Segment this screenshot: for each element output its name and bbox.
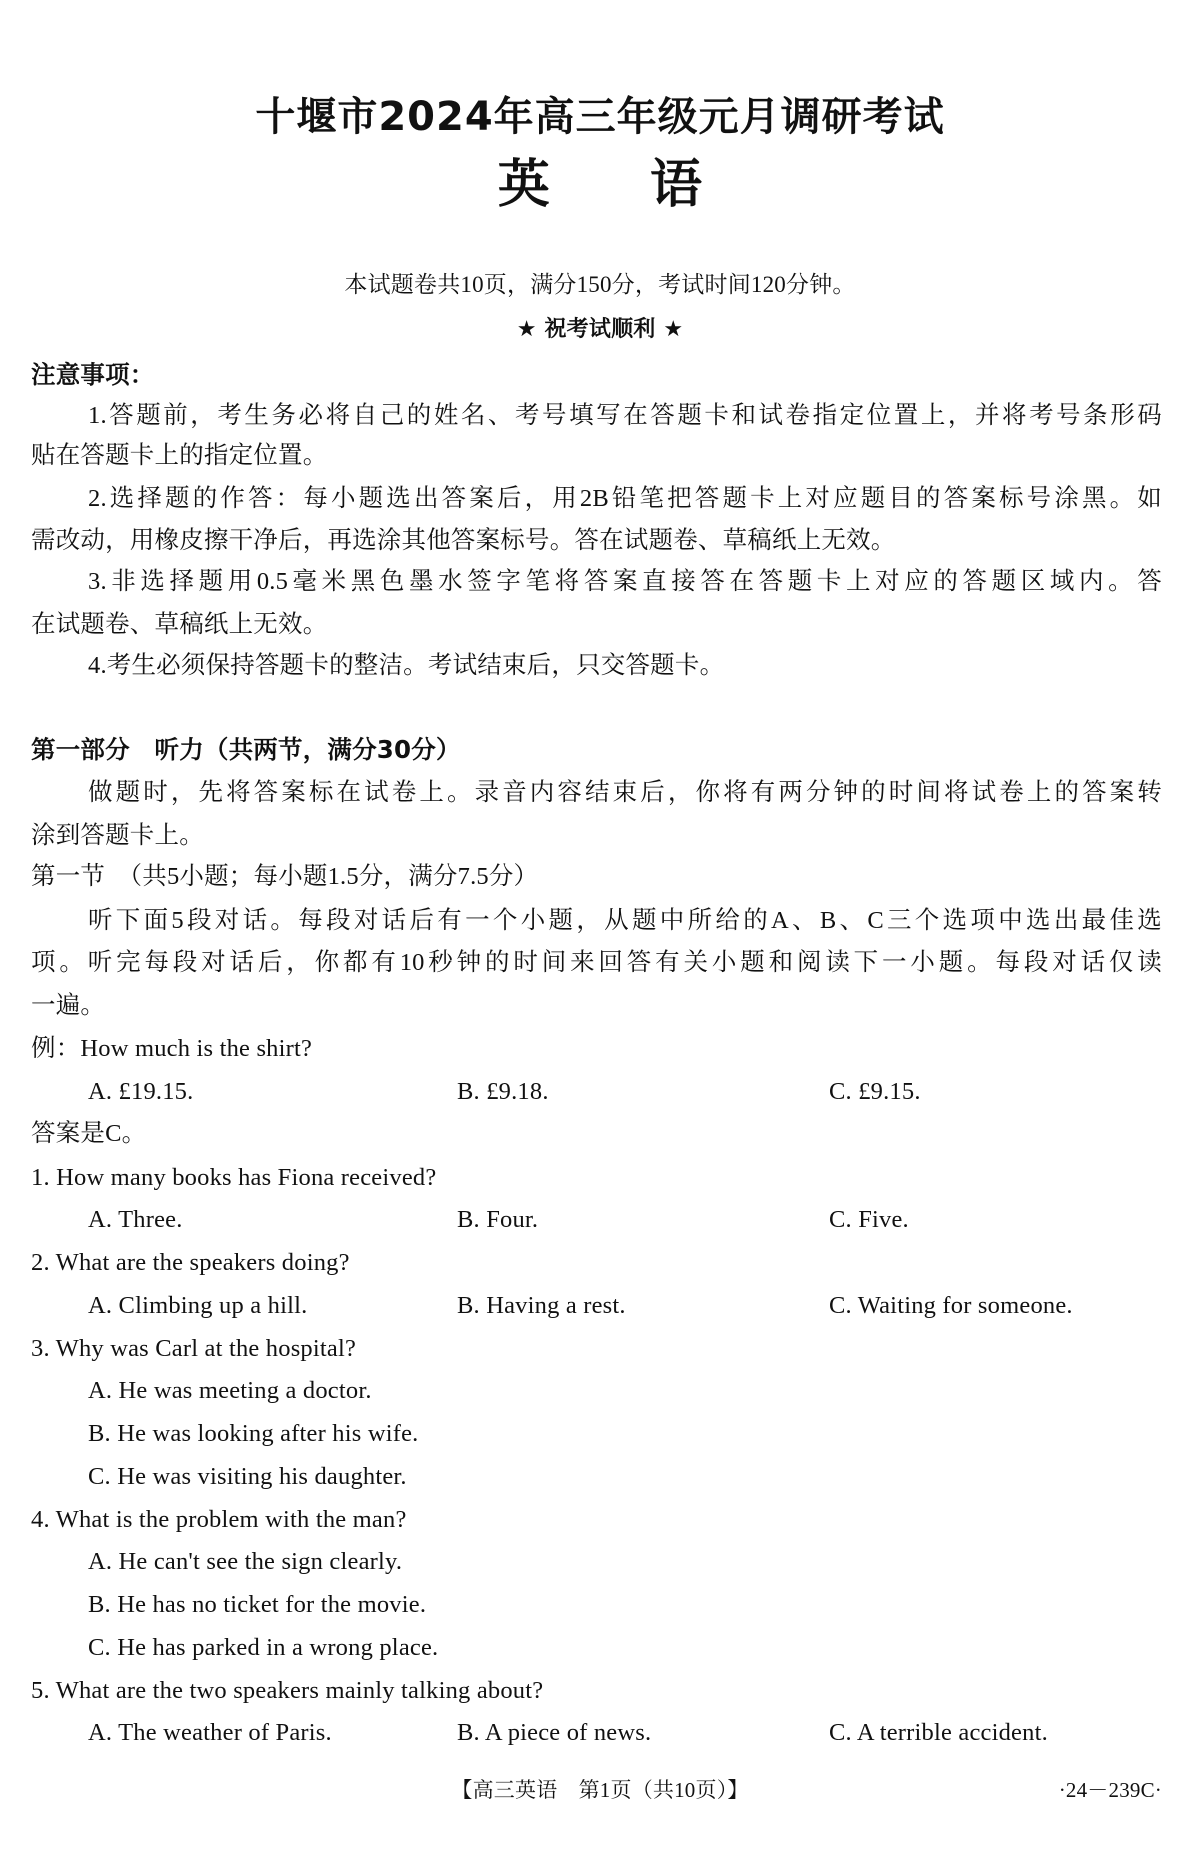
section-heading: 第一节 （共5小题；每小题1.5分，满分7.5分） (31, 863, 539, 890)
section-intro: 听下面5段对话。每段对话后有一个小题，从题中所给的A、B、C三个选项中选出最佳选 (88, 907, 1162, 934)
example-question: 例：How much is the shirt? (31, 1035, 313, 1062)
example-answer: 答案是C。 (31, 1120, 147, 1147)
question-3: 3. Why was Carl at the hospital? (31, 1335, 357, 1362)
section-intro: 项。听完每段对话后，你都有10秒钟的时间来回答有关小题和阅读下一小题。每段对话仅读 (31, 949, 1162, 976)
option-c: C. £9.15. (829, 1078, 921, 1105)
notice-line: 贴在答题卡上的指定位置。 (31, 442, 328, 469)
wish-line: ★ 祝考试顺利 ★ (516, 317, 684, 342)
notice-line: 2.选择题的作答：每小题选出答案后，用2B铅笔把答题卡上对应题目的答案标号涂黑。如 (88, 485, 1162, 512)
page-label: 【高三英语 第1页（共10页）】 (451, 1778, 749, 1802)
option-c: C. Five. (829, 1206, 909, 1233)
option-b: B. Four. (457, 1206, 539, 1233)
option-b: B. Having a rest. (457, 1292, 626, 1319)
notice-line: 3.非选择题用0.5毫米黑色墨水签字笔将答案直接答在答题卡上对应的答题区域内。答 (88, 568, 1162, 595)
option-c: C. He has parked in a wrong place. (88, 1634, 439, 1661)
notice-heading: 注意事项： (31, 360, 155, 389)
option-c: C. He was visiting his daughter. (88, 1463, 407, 1490)
option-b: B. He was looking after his wife. (88, 1420, 419, 1447)
subject-char-1: 英 (497, 155, 550, 215)
subject-title (0, 154, 1200, 216)
option-a: A. Three. (88, 1206, 183, 1233)
part1-intro: 涂到答题卡上。 (31, 822, 204, 849)
notice-line: 需改动，用橡皮擦干净后，再选涂其他答案标号。答在试题卷、草稿纸上无效。 (31, 527, 896, 554)
option-c: C. A terrible accident. (829, 1719, 1048, 1746)
question-2: 2. What are the speakers doing? (31, 1249, 350, 1276)
question-4: 4. What is the problem with the man? (31, 1506, 407, 1533)
part1-heading: 第一部分 听力（共两节，满分30分） (31, 735, 461, 764)
question-5: 5. What are the two speakers mainly talking about? (31, 1677, 544, 1704)
paper-code: ·24－239C· (1058, 1778, 1162, 1802)
option-b: B. £9.18. (457, 1078, 549, 1105)
example-options (0, 1076, 1162, 1108)
option-b: B. A piece of news. (457, 1719, 652, 1746)
notice-line: 4.考生必须保持答题卡的整洁。考试结束后，只交答题卡。 (88, 652, 725, 679)
question-5-options (0, 1717, 1162, 1749)
exam-title: 十堰市2024年高三年级元月调研考试 (255, 94, 945, 140)
option-a: A. He was meeting a doctor. (88, 1377, 372, 1404)
exam-info: 本试题卷共10页，满分150分，考试时间120分钟。 (344, 272, 856, 297)
option-a: A. £19.15. (88, 1078, 194, 1105)
section-intro: 一遍。 (31, 992, 106, 1019)
option-a: A. Climbing up a hill. (88, 1292, 308, 1319)
option-a: A. He can't see the sign clearly. (88, 1548, 403, 1575)
notice-line: 1.答题前，考生务必将自己的姓名、考号填写在答题卡和试卷指定位置上，并将考号条形码 (88, 402, 1162, 429)
option-c: C. Waiting for someone. (829, 1292, 1073, 1319)
question-1-options (0, 1204, 1162, 1236)
notice-line: 在试题卷、草稿纸上无效。 (31, 611, 328, 638)
question-2-options (0, 1290, 1162, 1322)
part1-intro: 做题时，先将答案标在试卷上。录音内容结束后，你将有两分钟的时间将试卷上的答案转 (88, 779, 1162, 806)
question-1: 1. How many books has Fiona received? (31, 1164, 437, 1191)
subject-char-2: 语 (650, 155, 703, 215)
option-b: B. He has no ticket for the movie. (88, 1591, 427, 1618)
option-a: A. The weather of Paris. (88, 1719, 332, 1746)
page-footer (0, 1774, 1200, 1806)
